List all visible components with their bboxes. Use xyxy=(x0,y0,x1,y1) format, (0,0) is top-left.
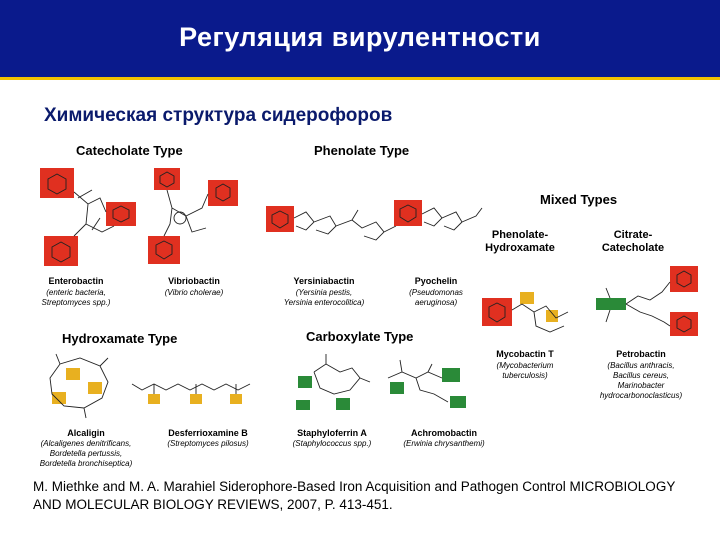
catecholate-type-header: Catecholate Type xyxy=(76,143,183,158)
siderophore-structures-diagram xyxy=(30,132,700,474)
pyochelin-organism-2: aeruginosa) xyxy=(414,298,458,307)
achromobactin-organism-1: (Erwinia chrysanthemi) xyxy=(403,439,485,448)
yersiniabactin-organism-1: (Yersinia pestis, xyxy=(295,288,353,297)
title-banner xyxy=(0,0,720,80)
siderophore-figure xyxy=(30,132,700,474)
staphyloferrin-carboxylate-box-1 xyxy=(298,376,312,388)
phenolate-type-header: Phenolate Type xyxy=(314,143,410,158)
petrobactin-name: Petrobactin xyxy=(616,349,666,359)
vibriobactin-organism-1: (Vibrio cholerae) xyxy=(164,288,224,297)
alcaligin-organism-2: Bordetella pertussis, xyxy=(49,449,123,458)
desferrioxamine-organism-1: (Streptomyces pilosus) xyxy=(167,439,249,448)
mycobactin-hydroxamate-box-2 xyxy=(546,310,558,322)
petrobactin-catechol-box-1 xyxy=(670,266,698,292)
achromobactin-carboxylate-box-2 xyxy=(390,382,404,394)
petrobactin-citrate-box xyxy=(596,298,626,310)
mixed-types-header: Mixed Types xyxy=(540,192,618,207)
citrate-catecholate-header-1: Citrate- xyxy=(613,229,653,241)
mycobactin-organism-1: (Mycobacterium xyxy=(496,361,554,370)
enterobactin-organism-1: (enteric bacteria, xyxy=(46,288,106,297)
achromobactin-carboxylate-box-3 xyxy=(450,396,466,408)
phenolate-hydroxamate-header-2: Hydroxamate xyxy=(485,242,555,254)
mycobactin-name: Mycobactin T xyxy=(496,349,554,359)
petrobactin-organism-2: Bacillus cereus, xyxy=(612,371,670,380)
vibriobactin-structure xyxy=(148,168,238,264)
vibriobactin-catechol-box-3 xyxy=(148,236,180,264)
desferrioxamine-name: Desferrioxamine B xyxy=(168,428,248,438)
achromobactin-carboxylate-box-1 xyxy=(442,368,460,382)
staphyloferrin-structure xyxy=(296,354,370,410)
mycobactin-organism-2: tuberculosis) xyxy=(502,371,548,380)
enterobactin-organism-2: Streptomyces spp.) xyxy=(41,298,111,307)
vibriobactin-name: Vibriobactin xyxy=(168,276,220,286)
slide-title: Регуляция вирулентности xyxy=(179,22,541,52)
staphyloferrin-name: Staphyloferrin A xyxy=(297,428,367,438)
mycobactin-structure xyxy=(482,292,568,332)
alcaligin-name: Alcaligin xyxy=(67,428,105,438)
desferrioxamine-hydroxamate-box-2 xyxy=(190,394,202,404)
alcaligin-organism-3: Bordetella bronchiseptica) xyxy=(39,459,133,468)
staphyloferrin-carboxylate-box-2 xyxy=(336,398,350,410)
pyochelin-name: Pyochelin xyxy=(414,276,458,286)
desferrioxamine-hydroxamate-box-3 xyxy=(230,394,242,404)
citation-line-1: M. Miethke and M. A. Marahiel Siderophore-Based Iron Acquisition and Pathogen Control MICROBIOLOGY xyxy=(33,479,676,494)
carboxylate-type-header: Carboxylate Type xyxy=(306,329,414,344)
desferrioxamine-hydroxamate-box-1 xyxy=(148,394,160,404)
petrobactin-structure xyxy=(596,266,698,336)
pyochelin-organism-1: (Pseudomonas xyxy=(409,288,463,297)
citation-line-2: AND MOLECULAR BIOLOGY REVIEWS, 2007, P. 413-451. xyxy=(33,497,393,512)
alcaligin-hydroxamate-box-3 xyxy=(52,392,66,404)
petrobactin-organism-3: Marinobacter xyxy=(617,381,665,390)
slide-subtitle: Химическая структура сидерофоров xyxy=(44,105,393,126)
yersiniabactin-name: Yersiniabactin xyxy=(293,276,355,286)
citation xyxy=(33,478,708,514)
alcaligin-structure xyxy=(50,354,108,418)
petrobactin-organism-1: (Bacillus anthracis, xyxy=(607,361,675,370)
enterobactin-structure xyxy=(40,168,136,266)
yersiniabactin-structure xyxy=(266,206,396,240)
staphyloferrin-organism-1: (Staphylococcus spp.) xyxy=(292,439,372,448)
alcaligin-hydroxamate-box-2 xyxy=(88,382,102,394)
desferrioxamine-structure xyxy=(132,384,250,404)
phenolate-hydroxamate-header-1: Phenolate- xyxy=(491,229,549,241)
staphyloferrin-carboxylate-box-3 xyxy=(296,400,310,410)
hydroxamate-type-header: Hydroxamate Type xyxy=(62,331,178,346)
alcaligin-organism-1: (Alcaligenes denitrificans, xyxy=(40,439,132,448)
pyochelin-structure xyxy=(394,200,482,230)
petrobactin-organism-4: hydrocarbonoclasticus) xyxy=(599,391,683,400)
enterobactin-name: Enterobactin xyxy=(48,276,104,286)
achromobactin-name: Achromobactin xyxy=(410,428,478,438)
yersiniabactin-organism-2: Yersinia enterocolitica) xyxy=(283,298,365,307)
mycobactin-hydroxamate-box-1 xyxy=(520,292,534,304)
achromobactin-structure xyxy=(388,360,466,408)
citrate-catecholate-header-2: Catecholate xyxy=(601,242,665,254)
alcaligin-hydroxamate-box-1 xyxy=(66,368,80,380)
